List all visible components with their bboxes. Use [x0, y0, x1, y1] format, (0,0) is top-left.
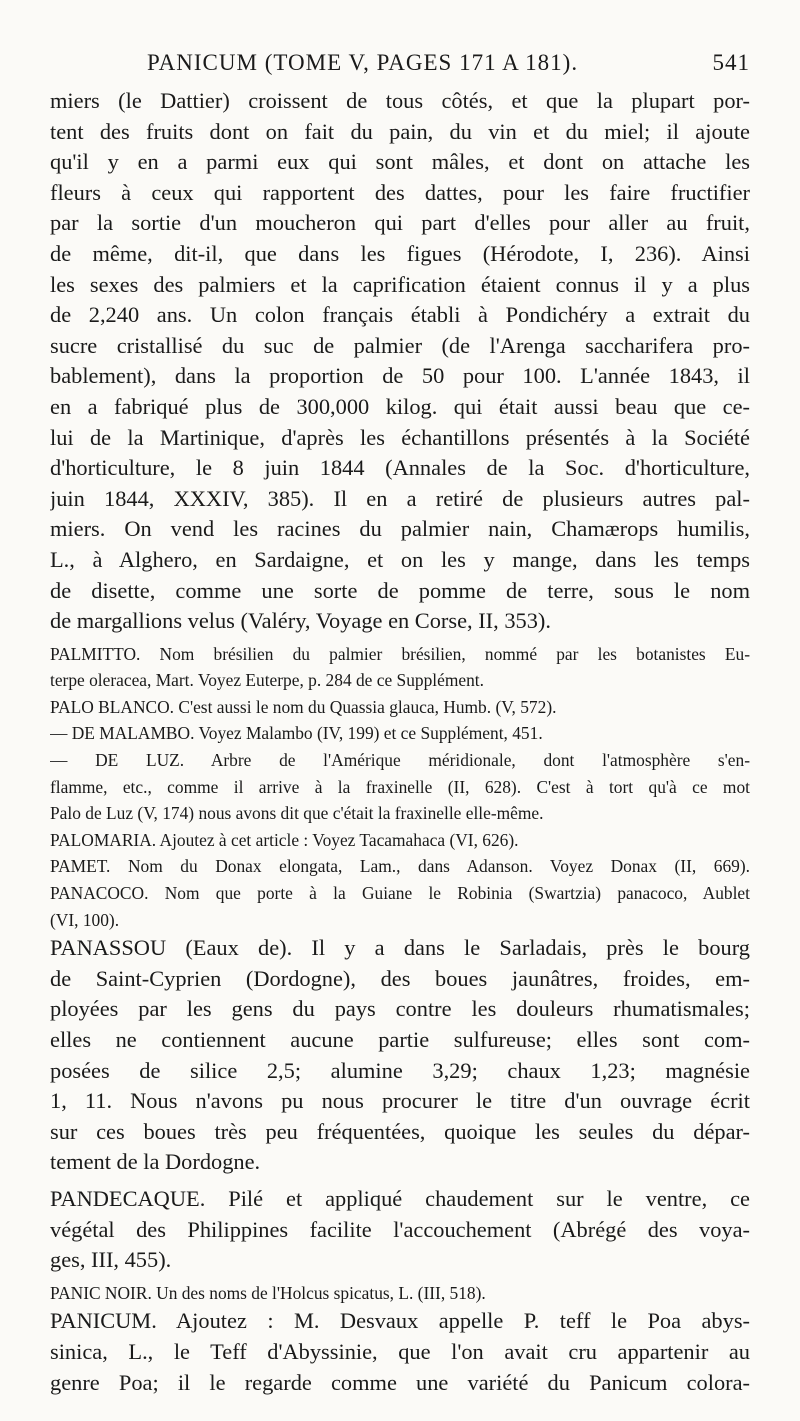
text-line: terpe oleracea, Mart. Voyez Euterpe, p. 284 de ce Supplément.	[50, 670, 484, 691]
entry-line-palmitto: PALMITTO. Nom brésilien du palmier brésilien, nommé par les botanistes Eu-	[50, 643, 750, 664]
entry-line-de-malambo: — DE MALAMBO. Voyez Malambo (IV, 199) et ce Supplément, 451.	[50, 723, 543, 744]
text-line: les sexes des palmiers et la caprification étaient connus il y a plus	[50, 271, 750, 297]
text-line: 1, 11. Nous n'avons pu nous procurer le titre d'un ouvrage écrit	[50, 1088, 750, 1114]
entry-line-pandecaque: PANDECAQUE. Pilé et appliqué chaudement sur le ventre, ce	[50, 1185, 750, 1211]
text-line: Palo de Luz (V, 174) nous avons dit que c'était la fraxinelle elle-même.	[50, 803, 544, 824]
entry-line-panicum: PANICUM. Ajoutez : M. Desvaux appelle P. teff le Poa abys-	[50, 1308, 750, 1334]
entry-line-panassou: PANASSOU (Eaux de). Il y a dans le Sarladais, près le bourg	[50, 935, 750, 961]
text-line: de margallions velus (Valéry, Voyage en Corse, II, 353).	[50, 608, 551, 634]
entry-line-panacoco: PANACOCO. Nom que porte à la Guiane le Robinia (Swartzia) panacoco, Aublet	[50, 883, 750, 904]
page-number: 541	[712, 50, 750, 75]
text-line: elles ne contiennent aucune partie sulfureuse; elles sont com-	[50, 1027, 750, 1052]
running-title: PANICUM (TOME V, PAGES 171 A 181).	[147, 50, 579, 75]
text-line: (VI, 100).	[50, 909, 120, 930]
text-line: de Saint-Cyprien (Dordogne), des boues jaunâtres, froides, em-	[50, 965, 750, 991]
text-line: par la sortie d'un moucheron qui part d'elles pour aller au fruit,	[50, 210, 750, 236]
text-line: en a fabriqué plus de 300,000 kilog. qui était aussi beau que ce-	[50, 393, 750, 419]
text-line: lui de la Martinique, d'après les échantillons présentés à la Société	[50, 424, 750, 450]
text-line: sucre cristallisé du suc de palmier (de l'Arenga saccharifera pro-	[50, 332, 750, 358]
text-line: qu'il y en a parmi eux qui sont mâles, et dont on attache les	[50, 149, 750, 175]
small-entries	[50, 641, 750, 934]
paragraph-palmiers	[50, 86, 750, 637]
text-line: flamme, etc., comme il arrive à la fraxinelle (II, 628). C'est à tort qu'à ce mot	[50, 776, 750, 797]
text-line: sinica, L., le Teff d'Abyssinie, que l'on avait cru appartenir au	[50, 1338, 750, 1364]
entry-panicum	[50, 1306, 750, 1398]
entry-line-panic-noir: PANIC NOIR. Un des noms de l'Holcus spicatus, L. (III, 518).	[50, 1282, 486, 1303]
text-line: tement de la Dordogne.	[50, 1149, 261, 1175]
text-line: ployées par les gens du pays contre les douleurs rhumatismales;	[50, 996, 750, 1022]
page-header	[50, 48, 750, 84]
text-line: miers. On vend les racines du palmier nain, Chamærops humilis,	[50, 516, 750, 542]
text-line: genre Poa; il le regarde comme une variété du Panicum colora-	[50, 1369, 750, 1395]
text-line: de 2,240 ans. Un colon français établi à Pondichéry a extrait du	[50, 302, 750, 328]
text-line: juin 1844, XXXIV, 385). Il en a retiré de plusieurs autres pal-	[50, 485, 750, 511]
entry-line-palo-blanco: PALO BLANCO. C'est aussi le nom du Quassia glauca, Humb. (V, 572).	[50, 696, 557, 717]
text-line: végétal des Philippines facilite l'accouchement (Abrégé des voya-	[50, 1216, 750, 1242]
entry-pandecaque	[50, 1184, 750, 1276]
body-text	[50, 86, 750, 1398]
text-line: sur ces boues très peu fréquentées, quoique les seules du dépar-	[50, 1118, 750, 1144]
entry-line-de-luz: — DE LUZ. Arbre de l'Amérique méridionale, dont l'atmosphère s'en-	[50, 750, 750, 771]
entry-panassou	[50, 933, 750, 1178]
entry-line-palomaria: PALOMARIA. Ajoutez à cet article : Voyez Tacamahaca (VI, 626).	[50, 829, 519, 850]
text-line: fleurs à ceux qui rapportent des dattes, pour les faire fructifier	[50, 179, 750, 205]
text-line: miers (le Dattier) croissent de tous côtés, et que la plupart por-	[50, 88, 750, 113]
text-line: posées de silice 2,5; alumine 3,29; chaux 1,23; magnésie	[50, 1057, 750, 1083]
entry-line-pamet: PAMET. Nom du Donax elongata, Lam., dans Adanson. Voyez Donax (II, 669).	[50, 856, 750, 877]
text-line: bablement), dans la proportion de 50 pour 100. L'année 1843, il	[50, 363, 750, 389]
text-line: L., à Alghero, en Sardaigne, et on les y mange, dans les temps	[50, 546, 750, 572]
text-line: ges, III, 455).	[50, 1247, 172, 1273]
text-line: de même, dit-il, que dans les figues (Hérodote, I, 236). Ainsi	[50, 240, 750, 266]
entry-panic-noir	[50, 1280, 750, 1307]
text-line: d'horticulture, le 8 juin 1844 (Annales de la Soc. d'horticulture,	[50, 455, 750, 481]
text-line: de disette, comme une sorte de pomme de terre, sous le nom	[50, 577, 750, 603]
text-line: tent des fruits dont on fait du pain, du vin et du miel; il ajoute	[50, 118, 750, 144]
